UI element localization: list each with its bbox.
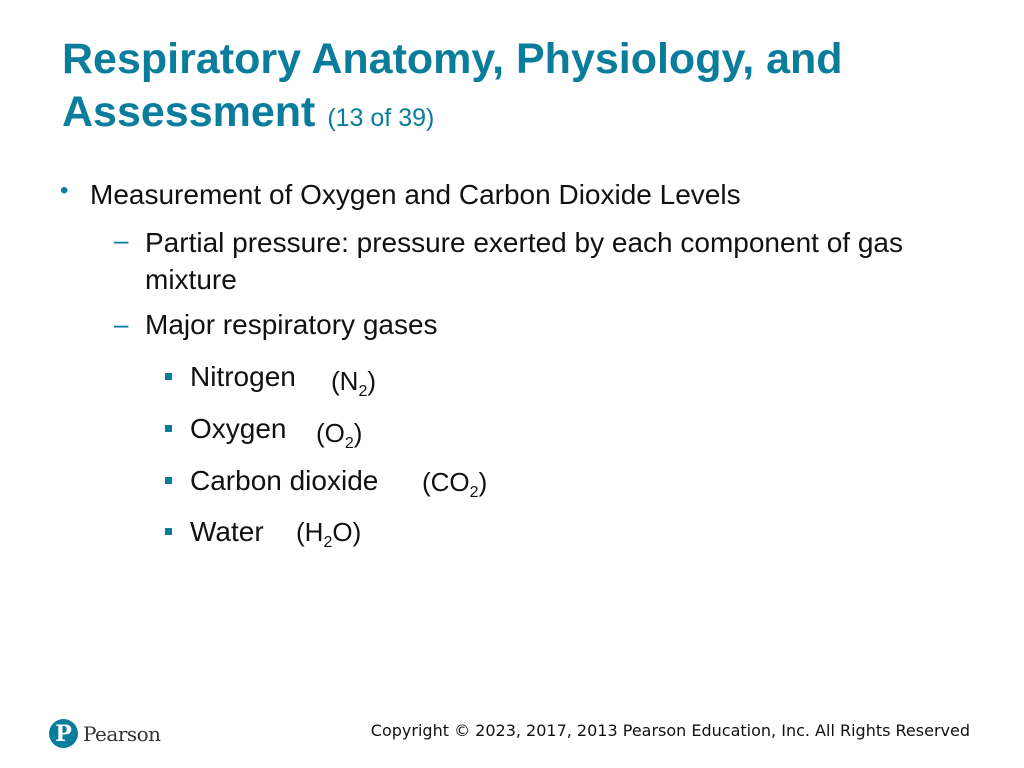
slide-title-text: Respiratory Anatomy, Physiology, and Assessment — [62, 35, 843, 136]
bullet-level2-major-gases: Major respiratory gases — [145, 309, 438, 340]
bullet-level2-partial-pressure: Partial pressure: pressure exerted by each component of gas mixture — [145, 227, 903, 295]
pearson-logo — [49, 719, 161, 748]
square-bullet-icon — [165, 425, 172, 432]
slide-counter: (13 of 39) — [327, 104, 435, 132]
gas-name-water: Water — [190, 516, 264, 547]
dash-icon: – — [114, 309, 129, 339]
gas-name-nitrogen: Nitrogen — [190, 361, 296, 392]
pearson-wordmark: Pearson — [83, 721, 161, 746]
pearson-logo-icon: P — [49, 719, 78, 748]
gas-formula-carbon-dioxide: $(CO_2)$ — [422, 467, 488, 501]
slide-title — [62, 33, 962, 145]
gas-formula-nitrogen: $(N_2)$ — [331, 366, 377, 400]
gas-formula-oxygen: $(O_2)$ — [316, 418, 363, 452]
gas-formula-water: $(H_2O)$ — [296, 517, 362, 551]
copyright-notice: Copyright © 2023, 2017, 2013 Pearson Education, Inc. All Rights Reserved — [370, 721, 970, 740]
square-bullet-icon — [165, 528, 172, 535]
gas-name-oxygen: Oxygen — [190, 413, 287, 444]
square-bullet-icon — [165, 373, 172, 380]
square-bullet-icon — [165, 477, 172, 484]
bullet-dot-icon: • — [60, 177, 69, 204]
bullet-level1: Measurement of Oxygen and Carbon Dioxide Levels — [90, 179, 741, 210]
dash-icon: – — [114, 225, 129, 255]
gas-name-carbon-dioxide: Carbon dioxide — [190, 465, 379, 496]
